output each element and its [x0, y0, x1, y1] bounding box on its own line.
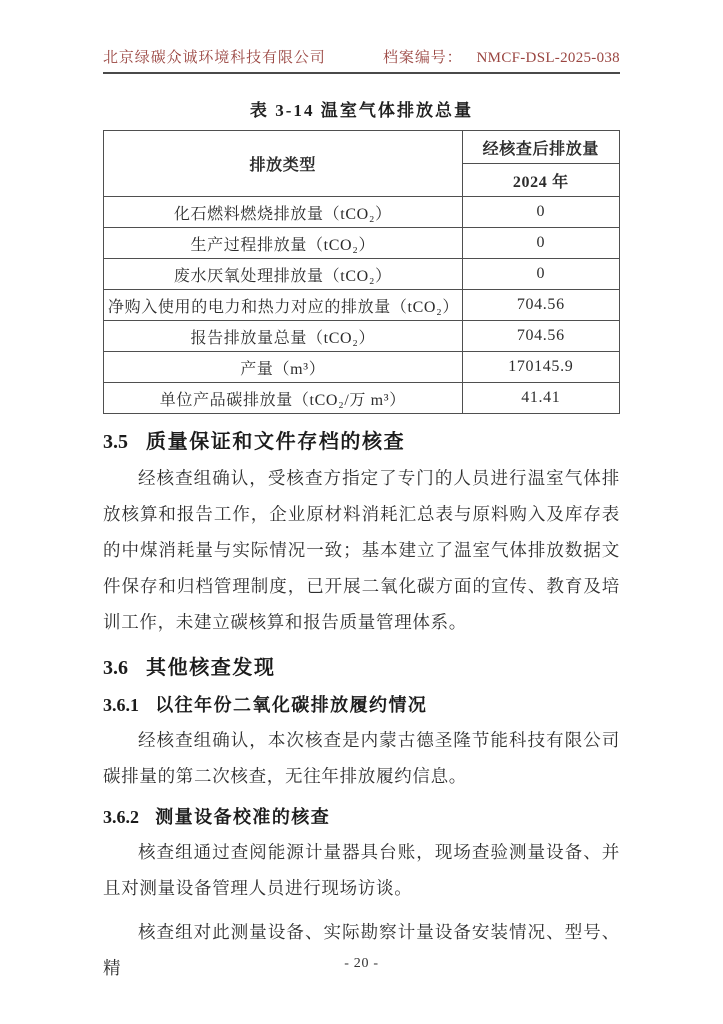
paragraph-compliance-history: 经核查组确认，本次核查是内蒙古德圣隆节能科技有限公司碳排量的第二次核查，无往年排放履约信息。 — [103, 730, 620, 786]
table-row — [104, 259, 620, 290]
archive-number: NMCF-DSL-2025-038 — [476, 50, 620, 66]
section-number: 3.5 — [103, 431, 128, 453]
table-row — [104, 290, 620, 321]
section-title: 其他核查发现 — [146, 657, 276, 679]
section-title: 测量设备校准的核查 — [155, 807, 331, 827]
paragraph-device-survey: 核查组对此测量设备、实际勘察计量设备安装情况、型号、精 — [103, 922, 620, 978]
table-row — [104, 321, 620, 352]
row-value: 0 — [462, 259, 619, 290]
table-header-type: 排放类型 — [104, 131, 463, 197]
table-row — [104, 197, 620, 228]
row-label: 产量（m³） — [104, 352, 463, 383]
doc-header — [103, 46, 620, 74]
table-header-row-1 — [104, 131, 620, 164]
archive-number-block — [383, 46, 620, 67]
row-value: 0 — [462, 197, 619, 228]
row-value: 704.56 — [462, 290, 619, 321]
section-heading-3-6-1 — [103, 692, 620, 718]
table-header-year: 2024 年 — [462, 164, 619, 197]
table-row — [104, 228, 620, 259]
row-label: 报告排放量总量（tCO₂） — [104, 321, 463, 352]
page-number: - 20 - — [344, 956, 379, 971]
row-label: 废水厌氧处理排放量（tCO₂） — [104, 259, 463, 290]
paragraph-measurement-devices: 核查组通过查阅能源计量器具台账，现场查验测量设备、并且对测量设备管理人员进行现场访谈。 — [103, 842, 620, 898]
table-row — [104, 352, 620, 383]
row-label: 单位产品碳排放量（tCO₂/万 m³） — [104, 383, 463, 414]
section-heading-3-6 — [103, 654, 620, 682]
row-value: 0 — [462, 228, 619, 259]
table-row — [104, 383, 620, 414]
section-title: 质量保证和文件存档的核查 — [146, 431, 406, 453]
row-value: 704.56 — [462, 321, 619, 352]
section-number: 3.6 — [103, 657, 128, 679]
table-title: 表 3-14 温室气体排放总量 — [249, 101, 474, 120]
row-label: 生产过程排放量（tCO₂） — [104, 228, 463, 259]
emissions-table — [103, 130, 620, 414]
section-title: 以往年份二氧化碳排放履约情况 — [155, 695, 428, 715]
section-number: 3.6.1 — [103, 695, 139, 715]
row-value: 41.41 — [462, 383, 619, 414]
archive-label: 档案编号： — [383, 50, 463, 66]
section-number: 3.6.2 — [103, 807, 139, 827]
row-label: 化石燃料燃烧排放量（tCO₂） — [104, 197, 463, 228]
company-name: 北京绿碳众诚环境科技有限公司 — [103, 50, 326, 66]
table-header-verified: 经核查后排放量 — [462, 131, 619, 164]
row-value: 170145.9 — [462, 352, 619, 383]
section-heading-3-5 — [103, 428, 620, 456]
paragraph-quality-assurance: 经核查组确认，受核查方指定了专门的人员进行温室气体排放核算和报告工作，企业原材料消耗汇总表与原料购入及库存表的中煤消耗量与实际情况一致；基本建立了温室气体排放数据文件保存和归档管理制度，已开展二氧化碳方面的宣传、教育及培训工作，未建立碳核算和报告质量管理体系。 — [103, 468, 620, 632]
section-heading-3-6-2 — [103, 804, 620, 830]
row-label: 净购入使用的电力和热力对应的排放量（tCO₂） — [104, 290, 463, 321]
